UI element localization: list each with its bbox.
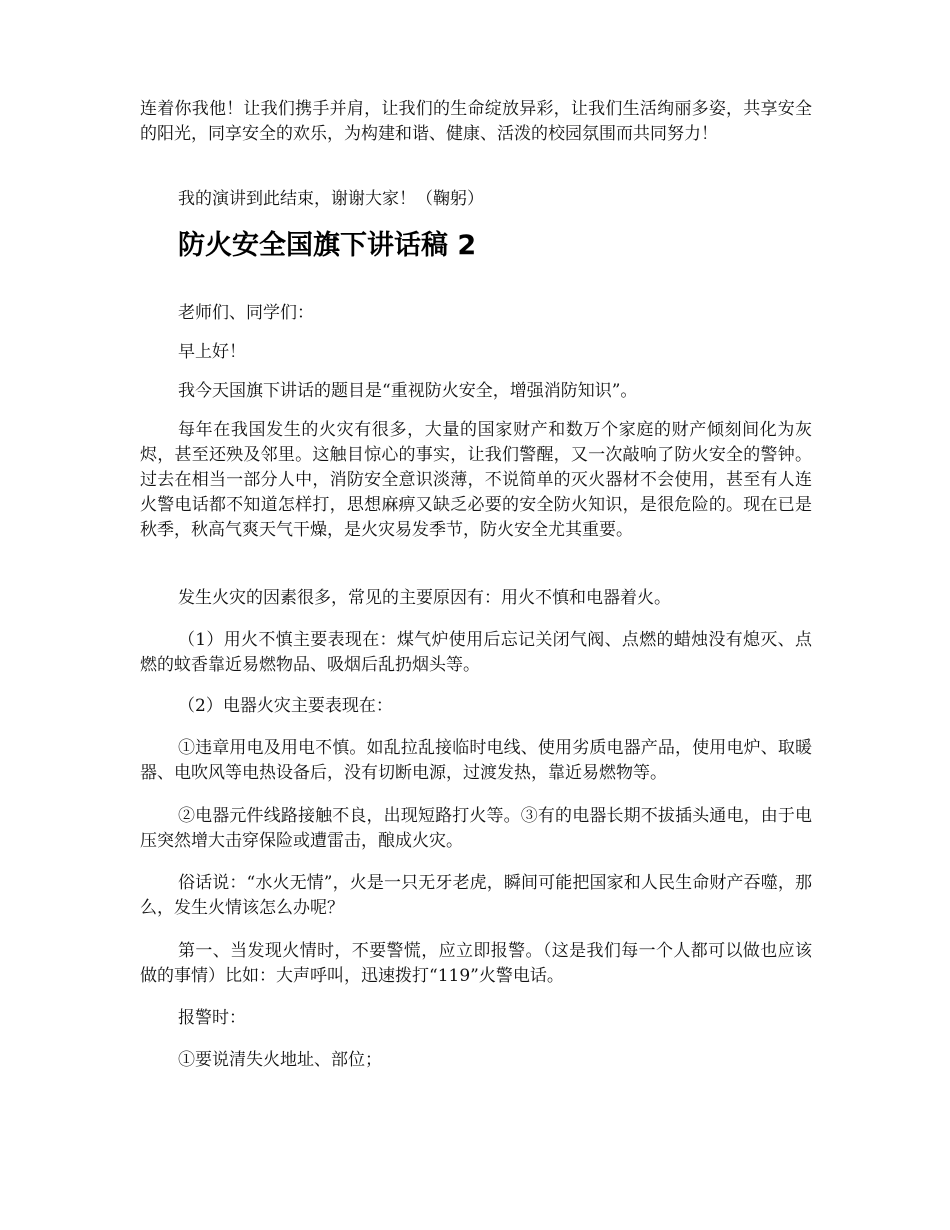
paragraph-electrical-fire: （2）电器火灾主要表现在： <box>178 696 393 716</box>
paragraph-report-label: 报警时： <box>178 1008 246 1028</box>
paragraph-intro-continued: 连着你我他！让我们携手并肩，让我们的生命绽放异彩，让我们生活绚丽多姿，共享安全的阳光，同享安全的欢乐，为构建和谐、健康、活泼的校园氛围而共同努力！ <box>140 99 812 144</box>
paragraph-first-step: 第一、当发现火情时，不要警慌，应立即报警。（这是我们每一个人都可以做也应该做的事情）比如：大声呼叫，迅速拨打“119”火警电话。 <box>140 941 812 986</box>
paragraph-report-item-1: ①要说清失火地址、部位； <box>178 1050 382 1070</box>
paragraph-closing: 我的演讲到此结束，谢谢大家！（鞠躬） <box>178 189 484 209</box>
paragraph-fire-facts: 每年在我国发生的火灾有很多，大量的国家财产和数万个家庭的财产倾刻间化为灰烬，甚至还殃及邻里。这触目惊心的事实，让我们警醒，又一次敲响了防火安全的警钟。过去在相当一部分人中，消防安全意识淡薄，不说简单的灭火器材不会使用，甚至有人连火警电话都不知道怎样打，思想麻痹又缺乏必要的安全防火知识，是很危险的。现在已是秋季，秋高气爽天气干燥，是火灾易发季节，防火安全尤其重要。 <box>140 420 812 540</box>
paragraph-good-morning: 早上好！ <box>178 342 246 362</box>
section-title: 防火安全国旗下讲话稿 2 <box>178 230 477 261</box>
paragraph-topic: 我今天国旗下讲话的题目是“重视防火安全，增强消防知识”。 <box>178 381 638 401</box>
paragraph-electrical-item-2: ②电器元件线路接触不良，出现短路打火等。③有的电器长期不拔插头通电，由于电压突然增大击穿保险或遭雷击，酿成火灾。 <box>140 806 812 851</box>
paragraph-proverb: 俗话说：“水火无情”，火是一只无牙老虎，瞬间可能把国家和人民生命财产吞噬，那么，发生火情该怎么办呢？ <box>140 873 812 918</box>
paragraph-careless-fire: （1）用火不慎主要表现在：煤气炉使用后忘记关闭气阀、点燃的蜡烛没有熄灭、点燃的蚊香靠近易燃物品、吸烟后乱扔烟头等。 <box>140 630 812 675</box>
paragraph-electrical-item-1: ①违章用电及用电不慎。如乱拉乱接临时电线、使用劣质电器产品，使用电炉、取暖器、电吹风等电热设备后，没有切断电源，过渡发热，靠近易燃物等。 <box>140 738 812 783</box>
paragraph-fire-causes: 发生火灾的因素很多，常见的主要原因有：用火不慎和电器着火。 <box>178 588 671 608</box>
paragraph-greeting: 老师们、同学们： <box>178 303 314 323</box>
